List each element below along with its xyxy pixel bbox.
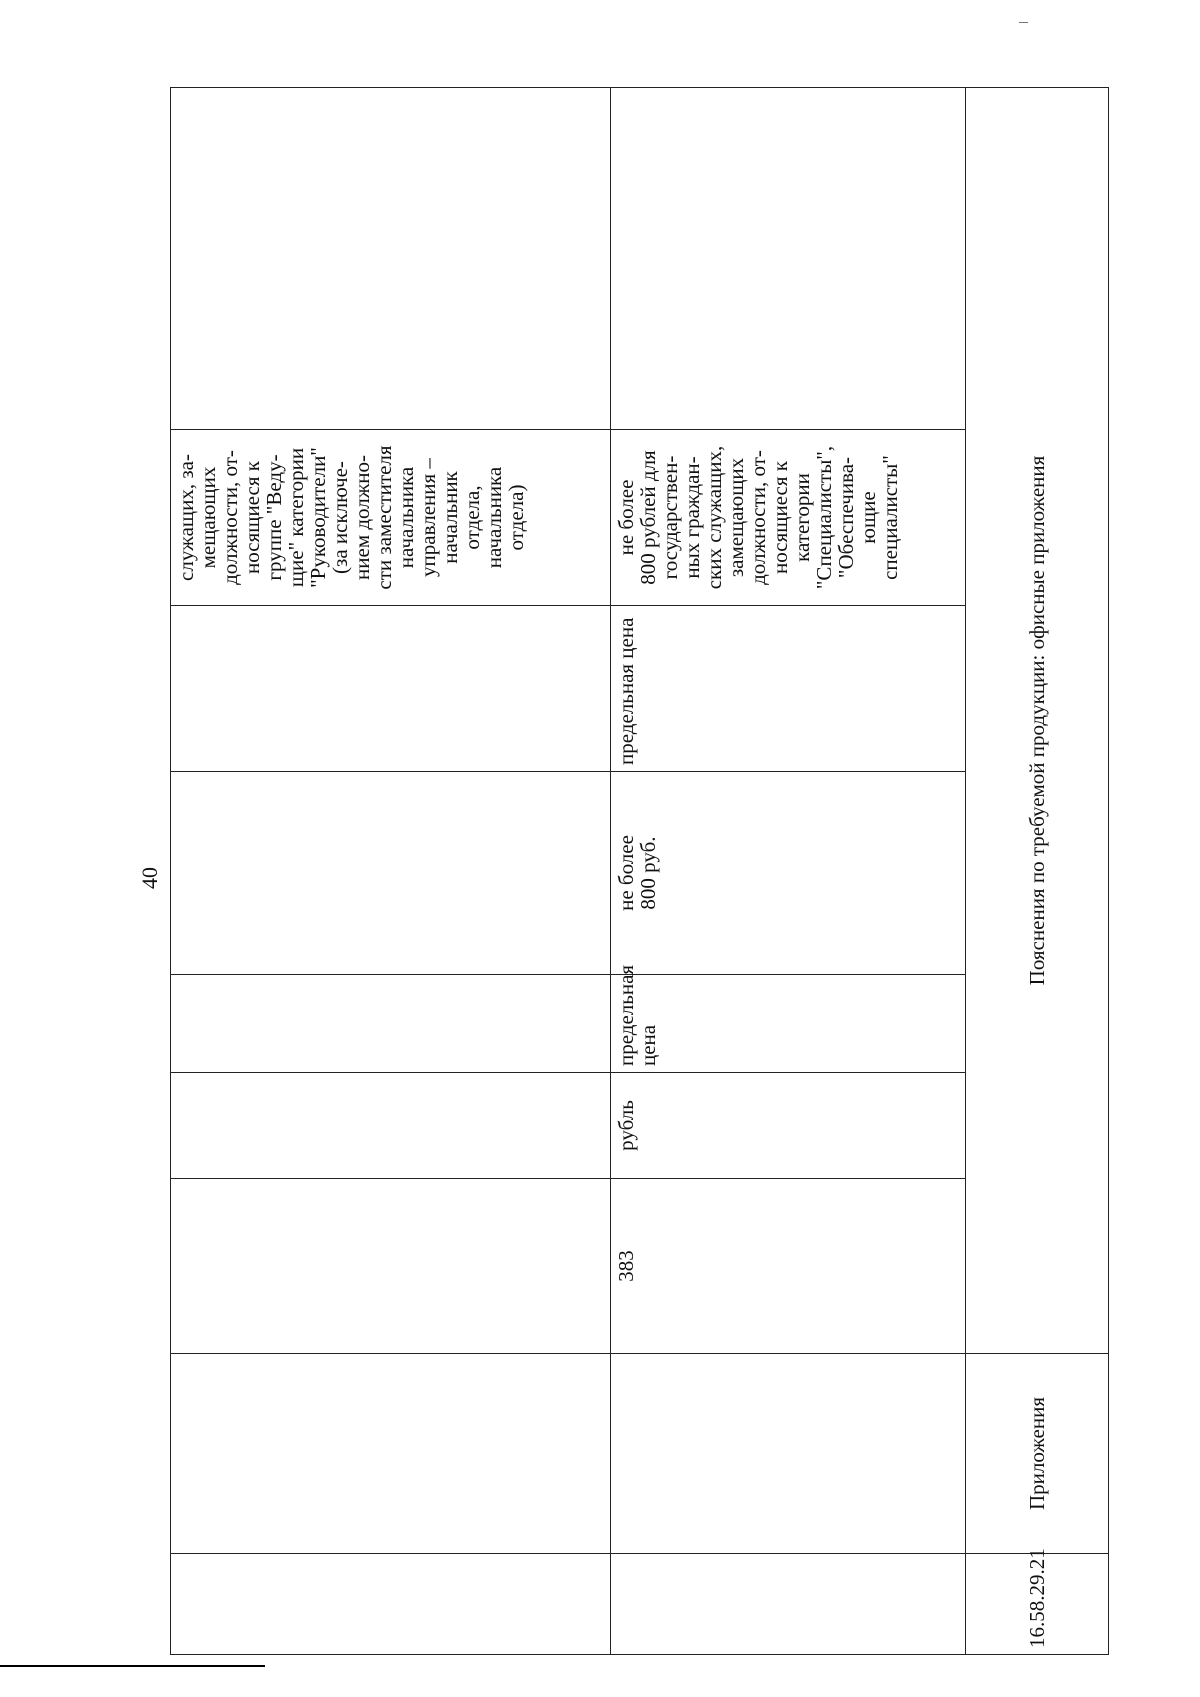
footer-rule [0, 1665, 265, 1667]
page-number: 40 [137, 867, 162, 889]
empty-cell [171, 1073, 611, 1179]
empty-cell [611, 1354, 966, 1554]
empty-cell [171, 606, 611, 772]
rotated-table-wrapper [170, 88, 1108, 1655]
product-name-cell: Приложения [966, 1354, 1109, 1554]
code-cell: 383 [611, 1179, 966, 1354]
empty-cell [171, 88, 611, 430]
empty-cell [611, 88, 966, 430]
characteristic-cell: предельная цена [611, 606, 966, 772]
empty-cell [171, 975, 611, 1073]
specification-table [170, 87, 1109, 1655]
empty-cell [171, 1354, 611, 1554]
empty-cell [171, 772, 611, 975]
table-row [171, 88, 611, 1655]
empty-cell [611, 1554, 966, 1655]
okpd-code: 58.29.21 [1025, 1548, 1049, 1622]
employee-category-cell: служащих, за- мещающих должности, от- носящиеся к группе "Веду- щие" категории "Руководители" (за исключе- нием должно- сти заместителя начальника управления – начальник отдела, начальника отдела) [171, 430, 611, 606]
scan-mark [1019, 22, 1028, 23]
item-number-cell [966, 1548, 1109, 1655]
empty-cell [171, 1179, 611, 1354]
value-cell: не более 800 руб. [611, 772, 966, 975]
table-row [611, 88, 966, 1655]
unit-cell: рубль [611, 1073, 966, 1179]
item-number: 16. [1025, 1621, 1049, 1648]
empty-cell [171, 1554, 611, 1655]
characteristic-cell: предельная цена [611, 975, 966, 1073]
explanation-cell: Пояснения по требуемой продукции: офисные приложения [966, 88, 1109, 1354]
value-cell: не более 800 рублей для государствен- ных граждан- ских служащих, замещающих должности, от- носящиеся к категории "Специалисты", "Обеспечива- ющие специалисты" [611, 430, 966, 606]
table-row [966, 88, 1109, 1655]
